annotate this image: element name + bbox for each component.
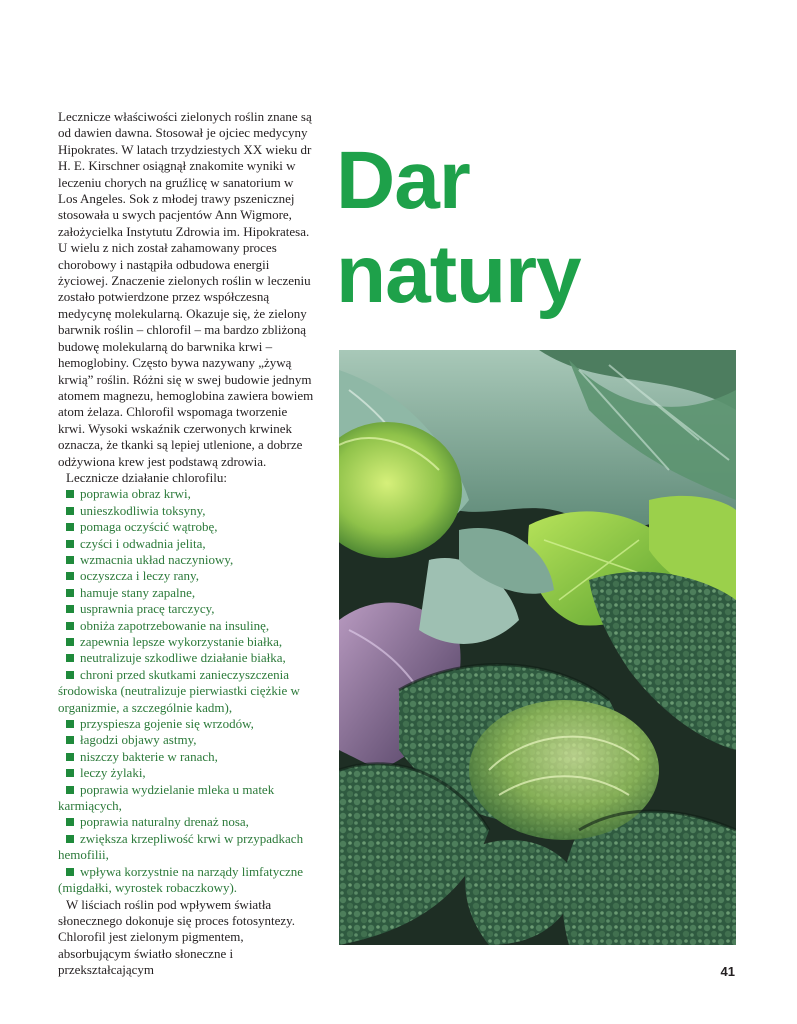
article-body — [58, 109, 316, 979]
bullet-icon — [66, 572, 74, 580]
list-item — [58, 601, 316, 617]
list-item — [58, 831, 316, 864]
title-line-1: Dar — [336, 135, 470, 226]
list-item-text: leczy żylaki, — [80, 765, 146, 781]
list-item-text: zapewnia lepsze wykorzystanie białka, — [80, 634, 283, 649]
list-item-text: przyspiesza gojenie się wrzodów, — [80, 716, 254, 732]
bullet-icon — [66, 753, 74, 761]
cabbage-leaves-illustration — [339, 350, 736, 945]
list-item — [58, 749, 316, 765]
list-item — [58, 814, 316, 830]
list-item — [58, 634, 316, 650]
bullet-icon — [66, 654, 74, 662]
title-line-2: natury — [336, 229, 581, 320]
intro-paragraph: Lecznicze właściwości zielonych roślin znane są od dawien dawna. Stosował je ojciec medycyny Hipokrates. W latach trzydziestych XX wieku dr H. E. Kirschner osiągnął znakomite wyniki w leczeniu chorych na gruźlicę w sanatorium w Los Angeles. Sok z młodej trawy pszenicznej stosowała u swych pacjentów Ann Wigmore, założycielka Instytutu Zdrowia im. Hipokratesa. U wielu z nich został zahamowany proces chorobowy i nastąpiła odbudowa energii życiowej. Znaczenie zielonych roślin w leczeniu zostało potwierdzone przez współczesną medycynę molekularną. Okazuje się, że zielony barwnik roślin – chlorofil – ma bardzo zbliżoną budowę molekularną do barwnika krwi – hemoglobiny. Często bywa nazywany „żywą krwią” roślin. Różni się w swej budowie jednym atomem magnezu, hemoglobina zawiera bowiem atom żelaza. Chlorofil wspomaga tworzenie krwi. Wysoki wskaźnik czerwonych krwinek oznacza, że tkanki są lepiej utlenione, a dobrze odżywiona krew jest podstawą zdrowia. — [58, 109, 314, 469]
list-item-text: chroni przed skutkami zanieczyszczenia środowiska (neutralizuje pierwiastki ciężkie w organizmie, a szczególnie kadm), — [58, 666, 300, 715]
bullet-icon — [66, 523, 74, 531]
benefits-list — [58, 486, 316, 896]
list-item — [58, 568, 316, 584]
bullet-icon — [66, 638, 74, 646]
list-item-text: poprawia wydzielanie mleka u matek karmiących, — [58, 781, 275, 814]
list-item-text: łagodzi objawy astmy, — [80, 732, 197, 748]
list-item — [58, 618, 316, 634]
bullet-icon — [66, 786, 74, 794]
list-item-text: czyści i odwadnia jelita, — [80, 535, 206, 551]
list-item — [58, 536, 316, 552]
list-item — [58, 716, 316, 732]
list-item — [58, 667, 316, 716]
list-item — [58, 864, 316, 897]
page-title — [336, 134, 581, 322]
bullet-icon — [66, 720, 74, 728]
bullet-icon — [66, 769, 74, 777]
list-item — [58, 519, 316, 535]
list-item-text: neutralizuje szkodliwe działanie białka, — [80, 650, 286, 666]
bullet-icon — [66, 490, 74, 498]
bullet-icon — [66, 507, 74, 515]
list-item-text: wzmacnia układ naczyniowy, — [80, 551, 234, 567]
list-item-text: oczyszcza i leczy rany, — [80, 568, 199, 584]
list-item — [58, 782, 316, 815]
list-item — [58, 585, 316, 601]
list-intro: Lecznicze działanie chlorofilu: — [66, 469, 227, 485]
list-item — [58, 732, 316, 748]
list-item-text: usprawnia pracę tarczycy, — [80, 601, 215, 617]
list-item-text: obniża zapotrzebowanie na insulinę, — [80, 617, 270, 633]
page-number: 41 — [720, 964, 735, 979]
bullet-icon — [66, 818, 74, 826]
list-item-text: poprawia naturalny drenaż nosa, — [80, 814, 249, 830]
list-item-text: hamuje stany zapalne, — [80, 584, 196, 600]
closing-paragraph: W liściach roślin pod wpływem światła słonecznego dokonuje się proces fotosyntezy. Chlorofil jest zielonym pigmentem, absorbującym światło słoneczne i przekształcającym — [58, 896, 296, 978]
bullet-icon — [66, 736, 74, 744]
bullet-icon — [66, 622, 74, 630]
list-item-text: poprawia obraz krwi, — [80, 486, 191, 502]
list-item-text: zwiększa krzepliwość krwi w przypadkach hemofilii, — [58, 830, 304, 863]
bullet-icon — [66, 835, 74, 843]
list-item — [58, 765, 316, 781]
list-item — [58, 503, 316, 519]
list-item-text: pomaga oczyścić wątrobę, — [80, 519, 218, 535]
bullet-icon — [66, 556, 74, 564]
list-item — [58, 650, 316, 666]
bullet-icon — [66, 589, 74, 597]
bullet-icon — [66, 868, 74, 876]
list-item-text: niszczy bakterie w ranach, — [80, 748, 218, 764]
list-item-text: unieszkodliwia toksyny, — [80, 502, 206, 518]
list-item-text: wpływa korzystnie na narządy limfatyczne (migdałki, wyrostek robaczkowy). — [58, 863, 304, 896]
cabbage-photo — [339, 350, 736, 945]
list-item — [58, 552, 316, 568]
bullet-icon — [66, 540, 74, 548]
list-item — [58, 486, 316, 502]
bullet-icon — [66, 671, 74, 679]
bullet-icon — [66, 605, 74, 613]
